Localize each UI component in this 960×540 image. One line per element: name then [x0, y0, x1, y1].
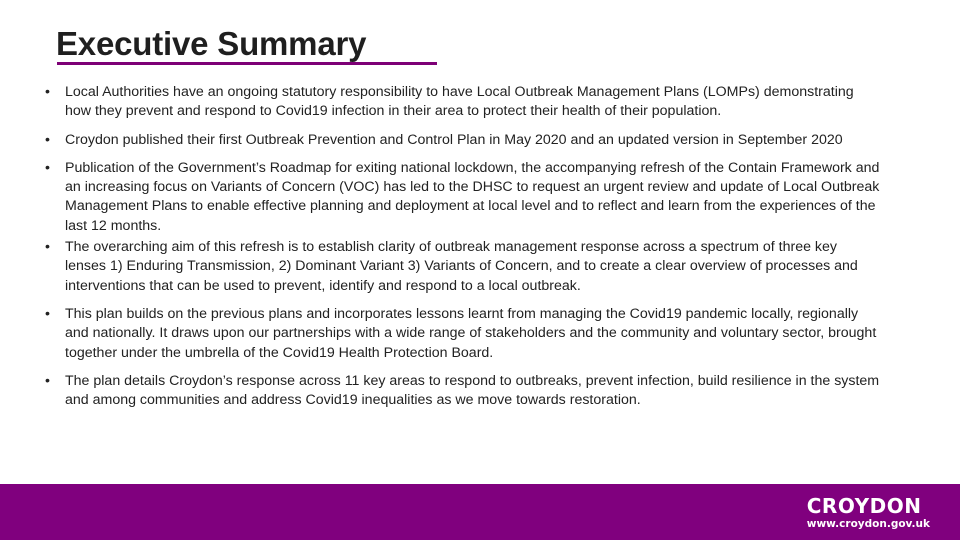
title-underline — [57, 62, 437, 65]
brand-name: CROYDON — [806, 494, 922, 518]
brand-url: www.croydon.gov.uk — [806, 518, 930, 530]
bullet-list — [0, 80, 880, 410]
bullet-item: • Local Authorities have an ongoing statutory responsibility to have Local Outbreak Management Plans (LOMPs) demonstrating how they prevent and respond to Covid19 infection in their area to protect their health of their population. — [0, 83, 880, 122]
footer-bar — [0, 484, 960, 540]
bullet-item: • The plan details Croydon’s response across 11 key areas to respond to outbreaks, prevent infection, build resilience in the system and among communities and address Covid19 inequalities as we move towards restoration. — [0, 372, 880, 411]
bullet-item: • Publication of the Government’s Roadmap for exiting national lockdown, the accompanying refresh of the Contain Framework and an increasing focus on Variants of Concern (VOC) has led to the DHSC to request an urgent review and update of Local Outbreak Management Plans to enable effective planning and deployment at local level and to reflect and learn from the experiences of the last 12 months. — [0, 159, 880, 236]
croydon-logo — [807, 494, 930, 531]
page-title: Executive Summary — [56, 25, 367, 62]
bullet-item: • This plan builds on the previous plans and incorporates lessons learnt from managing the Covid19 pandemic locally, regionally and nationally. It draws upon our partnerships with a wide range of stakeholders and the community and voluntary sector, brought together under the umbrella of the Covid19 Health Protection Board. — [0, 305, 880, 363]
bullet-item: • Croydon published their first Outbreak Prevention and Control Plan in May 2020 and an updated version in September 2020 — [0, 131, 880, 150]
bullet-item: • The overarching aim of this refresh is to establish clarity of outbreak management response across a spectrum of three key lenses 1) Enduring Transmission, 2) Dominant Variant 3) Variants of Concern, and to create a clear overview of processes and interventions that can be used to prevent, identify and respond to a local outbreak. — [0, 238, 880, 296]
